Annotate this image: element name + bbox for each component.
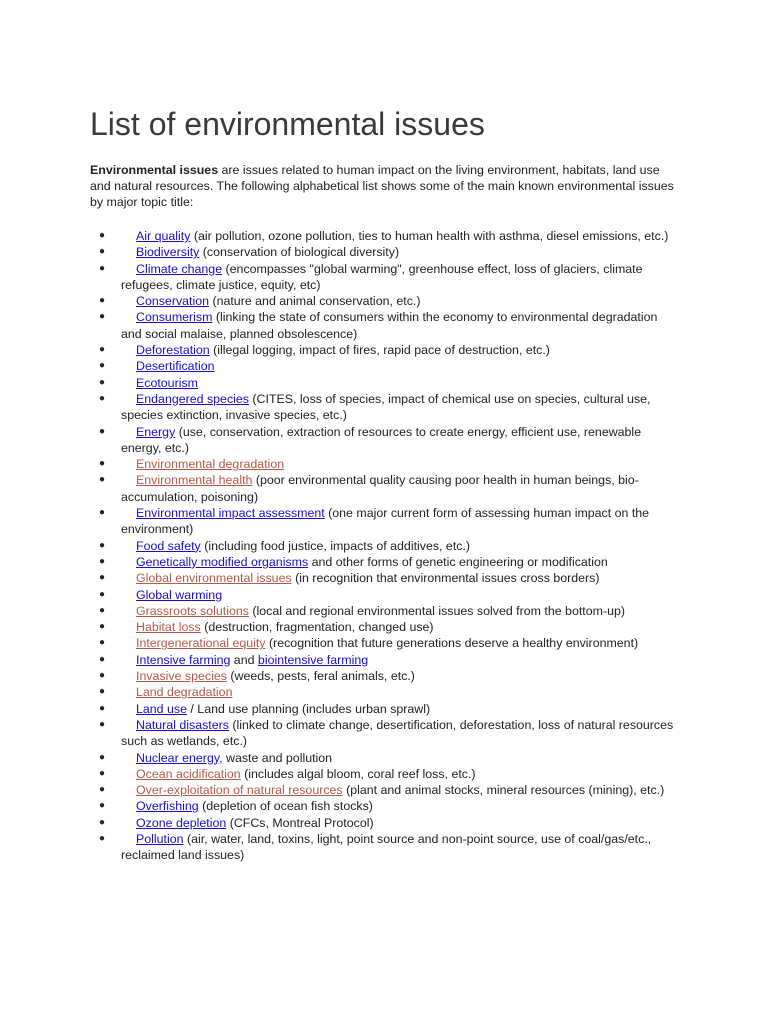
issue-description: (nature and animal conservation, etc.): [209, 294, 421, 309]
list-item: [90, 472, 680, 505]
bullet-icon: ●: [99, 621, 106, 633]
issue-description: (illegal logging, impact of fires, rapid pace of destruction, etc.): [209, 343, 550, 358]
issue-link[interactable]: Global environmental issues: [136, 571, 292, 586]
issue-link[interactable]: Pollution: [136, 831, 184, 846]
list-item: [90, 684, 680, 700]
bullet-icon: ●: [99, 670, 106, 682]
issue-description: (includes algal bloom, coral reef loss, etc.): [240, 766, 476, 781]
issue-description: (CFCs, Montreal Protocol): [226, 815, 374, 830]
list-item: [90, 505, 680, 538]
issue-link[interactable]: Ecotourism: [136, 375, 198, 390]
issue-link[interactable]: Over-exploitation of natural resources: [136, 783, 343, 798]
list-item: [90, 309, 680, 342]
issue-description: (depletion of ocean fish stocks): [198, 799, 373, 814]
issue-link[interactable]: Environmental degradation: [136, 457, 285, 472]
issue-link[interactable]: biointensive farming: [257, 652, 369, 667]
issue-description: (destruction, fragmentation, changed use): [200, 620, 434, 635]
issue-link[interactable]: Endangered species: [136, 391, 249, 406]
issue-link[interactable]: Biodiversity: [136, 245, 200, 260]
bullet-icon: ●: [99, 360, 106, 372]
issue-description: , waste and pollution: [219, 750, 333, 765]
bullet-icon: ●: [99, 572, 106, 584]
issue-link[interactable]: Environmental impact assessment: [136, 506, 325, 521]
bullet-icon: ●: [99, 832, 106, 844]
bullet-icon: ●: [99, 604, 106, 616]
list-item: [90, 554, 680, 570]
issue-link[interactable]: Global warming: [136, 587, 223, 602]
bullet-icon: ●: [99, 767, 106, 779]
issues-list: [90, 228, 680, 864]
issue-link[interactable]: Habitat loss: [136, 620, 201, 635]
list-item: [90, 652, 680, 668]
bullet-icon: ●: [99, 376, 106, 388]
list-item: [90, 635, 680, 651]
issue-description: (linking the state of consumers within the economy to environmental degradation and social malaise, planned obsolescence): [121, 310, 658, 341]
list-item: [90, 750, 680, 766]
list-item: [90, 798, 680, 814]
list-item: [90, 619, 680, 635]
list-item: [90, 782, 680, 798]
issue-link[interactable]: Air quality: [136, 229, 191, 243]
list-item: [90, 766, 680, 782]
bullet-icon: ●: [99, 588, 106, 600]
issue-description: and: [230, 652, 258, 667]
issue-link[interactable]: Desertification: [136, 359, 215, 374]
bullet-icon: ●: [99, 784, 106, 796]
issue-link[interactable]: Intergenerational equity: [136, 636, 266, 651]
issue-link[interactable]: Land degradation: [136, 685, 233, 700]
issue-description: (conservation of biological diversity): [199, 245, 400, 260]
list-item: [90, 391, 680, 424]
bullet-icon: ●: [99, 686, 106, 698]
issue-link[interactable]: Nuclear energy: [136, 750, 220, 765]
issue-description: / Land use planning (includes urban sprawl): [186, 701, 431, 716]
issue-link[interactable]: Ozone depletion: [136, 815, 227, 830]
bullet-icon: ●: [99, 311, 106, 323]
issue-link[interactable]: Energy: [136, 424, 176, 439]
intro-text: are issues related to human impact on the living environment, habitats, land use and natural resources. The following alphabetical list shows some of the main known environmental issues by major topic title:: [90, 163, 674, 209]
issue-link[interactable]: Climate change: [136, 261, 223, 276]
bullet-icon: ●: [99, 653, 106, 665]
issue-description: (linked to climate change, desertification, deforestation, loss of natural resources such as wetlands, etc.): [121, 717, 674, 749]
issue-link[interactable]: Conservation: [136, 294, 210, 309]
list-item: [90, 228, 680, 244]
list-item: [90, 375, 680, 391]
issue-link[interactable]: Grassroots solutions: [136, 603, 249, 618]
bullet-icon: ●: [99, 718, 106, 730]
list-item: [90, 358, 680, 374]
issue-link[interactable]: Land use: [136, 701, 187, 716]
list-item: [90, 587, 680, 603]
list-item: [90, 701, 680, 717]
list-item: [90, 668, 680, 684]
issue-link[interactable]: Invasive species: [136, 669, 227, 684]
issue-link[interactable]: Consumerism: [136, 310, 213, 325]
issue-description: (CITES, loss of species, impact of chemical use on species, cultural use, species extinction, invasive species, etc.): [121, 391, 651, 423]
issue-link[interactable]: Food safety: [136, 538, 201, 553]
list-item: [90, 603, 680, 619]
issue-link[interactable]: Intensive farming: [136, 652, 231, 667]
issue-description: (one major current form of assessing human impact on the environment): [121, 506, 650, 537]
issue-description: (including food justice, impacts of additives, etc.): [200, 538, 471, 553]
bullet-icon: ●: [99, 458, 106, 470]
list-item: [90, 424, 680, 457]
bullet-icon: ●: [99, 555, 106, 567]
issue-link[interactable]: Environmental health: [136, 473, 253, 488]
issue-description: and other forms of genetic engineering or modification: [308, 554, 608, 569]
bullet-icon: ●: [99, 702, 106, 714]
bullet-icon: ●: [99, 751, 106, 763]
issue-link[interactable]: Overfishing: [136, 799, 199, 814]
issue-description: (local and regional environmental issues solved from the bottom-up): [248, 603, 625, 618]
issue-description: (plant and animal stocks, mineral resources (mining), etc.): [342, 783, 665, 798]
list-item: [90, 293, 680, 309]
bullet-icon: ●: [99, 425, 106, 437]
list-item: [90, 831, 680, 864]
issue-description: (air pollution, ozone pollution, ties to human health with asthma, diesel emissions, etc.): [190, 229, 669, 243]
issue-link[interactable]: Genetically modified organisms: [136, 554, 309, 569]
issue-description: (encompasses "global warming", greenhouse effect, loss of glaciers, climate refugees, climate justice, equity, etc): [121, 261, 643, 292]
bullet-icon: ●: [99, 800, 106, 812]
issue-link[interactable]: Natural disasters: [136, 717, 229, 732]
list-item: [90, 815, 680, 831]
bullet-icon: ●: [99, 344, 106, 356]
bullet-icon: ●: [99, 816, 106, 828]
issue-description: (in recognition that environmental issues cross borders): [291, 571, 600, 586]
bullet-icon: ●: [99, 507, 106, 519]
intro-bold-term: Environmental issues: [90, 163, 219, 177]
list-item: [90, 244, 680, 260]
issue-description: (air, water, land, toxins, light, point source and non-point source, use of coal/gas/etc., reclaimed land issues): [121, 831, 652, 863]
bullet-icon: ●: [99, 539, 106, 551]
bullet-icon: ●: [99, 392, 106, 404]
bullet-icon: ●: [99, 474, 106, 486]
bullet-icon: ●: [99, 295, 106, 307]
bullet-icon: ●: [99, 246, 106, 258]
issue-description: (weeds, pests, feral animals, etc.): [226, 669, 415, 684]
bullet-icon: ●: [99, 230, 106, 241]
list-item: [90, 717, 680, 750]
intro-paragraph: [90, 162, 680, 210]
list-item: [90, 570, 680, 586]
list-item: [90, 538, 680, 554]
list-item: [90, 261, 680, 294]
issue-link[interactable]: Deforestation: [136, 343, 210, 358]
issue-link[interactable]: Ocean acidification: [136, 766, 241, 781]
page-title: List of environmental issues: [90, 106, 485, 142]
bullet-icon: ●: [99, 637, 106, 649]
issue-description: (poor environmental quality causing poor health in human beings, bio-accumulation, poisoning): [121, 473, 639, 504]
issue-description: (use, conservation, extraction of resources to create energy, efficient use, renewable energy, etc.): [121, 424, 642, 455]
list-item: [90, 342, 680, 358]
issue-description: (recognition that future generations deserve a healthy environment): [265, 636, 639, 651]
bullet-icon: ●: [99, 262, 106, 274]
list-item: [90, 456, 680, 472]
